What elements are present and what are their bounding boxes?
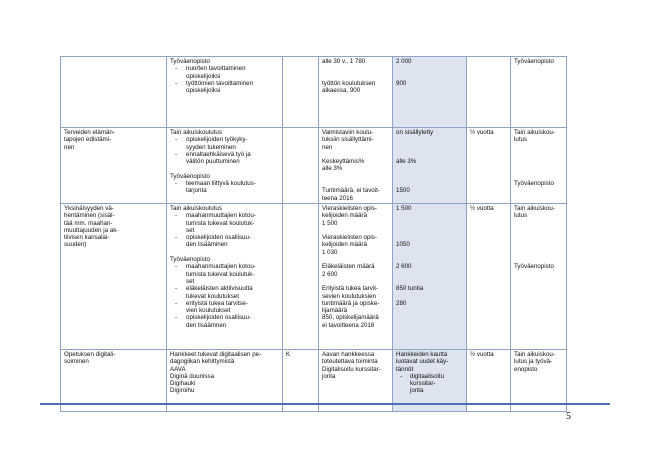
measures-table bbox=[60, 56, 567, 412]
text-line: Diginä duunissa bbox=[170, 372, 215, 380]
bullet-item: den lisäämnen bbox=[186, 321, 227, 329]
text-line: ½ vuotta bbox=[470, 350, 494, 358]
text-line: 850 tuntia bbox=[396, 285, 424, 293]
blank-line bbox=[396, 271, 463, 278]
text-line: Yksinäisyyden vä- bbox=[64, 204, 114, 212]
bullet-item: - työttömien tavoittaminen bbox=[170, 80, 279, 87]
text-line: sevien koulutuksien bbox=[322, 292, 377, 300]
bullet-item: set bbox=[186, 277, 195, 285]
measures-cell bbox=[167, 203, 283, 349]
measures-cell bbox=[167, 57, 283, 128]
blank-line bbox=[396, 256, 463, 263]
k-cell bbox=[283, 203, 319, 349]
text-line: Opetuksen digitali- bbox=[64, 350, 116, 358]
topic-cell bbox=[61, 203, 167, 349]
bullet-item: tarjonta bbox=[186, 187, 207, 195]
bullet-item: vien koulutukset bbox=[186, 307, 231, 315]
text-line: 1500 bbox=[396, 187, 410, 195]
text-line: alkaessa, 900 bbox=[322, 87, 361, 95]
bullet-item: - ennaltaehkäisevä työ ja bbox=[170, 151, 279, 158]
blank-line bbox=[396, 220, 463, 227]
blank-line bbox=[514, 249, 563, 256]
responsible-cell bbox=[511, 203, 567, 349]
text-line: toteutettava toiminta bbox=[322, 358, 378, 366]
table-row bbox=[61, 128, 567, 204]
period-cell bbox=[467, 128, 511, 204]
bullet-item: - teemaan liittyvä koulutus- bbox=[170, 180, 279, 187]
blank-line bbox=[396, 249, 463, 256]
bullet-item: opiskelijoiksi bbox=[186, 87, 221, 95]
text-line: kelijoiden määrä bbox=[322, 241, 368, 249]
text-line: Vieraskielisten opis- bbox=[322, 234, 377, 242]
text-line: Työväenopisto bbox=[170, 256, 210, 264]
text-line: tännöt bbox=[396, 365, 414, 373]
text-line: Keskeyttämis% bbox=[322, 158, 365, 166]
text-line: Työväenopisto bbox=[170, 58, 210, 65]
text-line: lijamäärä bbox=[322, 307, 348, 315]
indicator-cell bbox=[319, 57, 393, 128]
blank-line bbox=[396, 180, 463, 187]
text-line: Hankkeet tukevat digitaalisen pe- bbox=[170, 350, 262, 358]
text-line: Eläkeläisten määrä bbox=[322, 263, 375, 271]
text-line: 280 bbox=[396, 299, 407, 307]
responsible-cell bbox=[511, 57, 567, 128]
text-line: ½ vuotta bbox=[470, 204, 494, 212]
measures-cell bbox=[167, 128, 283, 204]
text-line: lutus bbox=[514, 212, 528, 220]
text-line: ½ vuotta bbox=[470, 129, 494, 136]
responsible-cell bbox=[511, 128, 567, 204]
bullet-item: tumista tukevat koulutuk- bbox=[186, 219, 255, 227]
text-line: AAVA bbox=[170, 365, 186, 373]
text-line: on sisällytetty bbox=[396, 129, 434, 136]
indicator-cell bbox=[319, 128, 393, 204]
text-line: Tuntimäärä, ei tavoit- bbox=[322, 187, 380, 195]
text-line: tapojen edistämi- bbox=[64, 136, 112, 144]
blank-line bbox=[322, 180, 389, 187]
period-cell bbox=[467, 57, 511, 128]
bullet-item: - digitaalisoitu bbox=[396, 373, 463, 380]
bullet-item: tukevat koulutukset bbox=[186, 292, 239, 300]
bullet-item: jonta bbox=[410, 387, 424, 395]
blank-line bbox=[514, 144, 563, 151]
text-line: 1050 bbox=[396, 241, 410, 249]
bullet-item: - nuorten tavoittaminen bbox=[170, 65, 279, 72]
bullet-item: tumista tukevat koulutuk- bbox=[186, 270, 255, 278]
text-line: 850, opiskelijamäärä bbox=[322, 314, 379, 322]
blank-line bbox=[170, 249, 279, 256]
table-row bbox=[61, 203, 567, 349]
bullet-item: set bbox=[186, 226, 195, 234]
text-line: Tain aikuiskou- bbox=[514, 350, 555, 358]
text-line: Erityistä tukea tarvit- bbox=[322, 285, 379, 293]
blank-line bbox=[514, 227, 563, 234]
bullet-item: opiskelijoiksi bbox=[186, 72, 221, 80]
blank-line bbox=[396, 151, 463, 158]
blank-line bbox=[396, 65, 463, 72]
blank-line bbox=[322, 151, 389, 158]
blank-line bbox=[514, 241, 563, 248]
blank-line bbox=[396, 212, 463, 219]
blank-line bbox=[396, 227, 463, 234]
bullet-item: syyden tukeminen bbox=[186, 143, 236, 151]
text-line: alle 3% bbox=[396, 158, 417, 166]
text-line: Työväenopisto bbox=[514, 58, 554, 65]
text-line: Tain aikuiskoulutus bbox=[170, 204, 222, 212]
text-line: Työväenopisto bbox=[514, 180, 554, 188]
bullet-item: - opiskelijoiden työkyky- bbox=[170, 136, 279, 143]
blank-line bbox=[396, 293, 463, 300]
text-line: Aavan hankkeessa bbox=[322, 350, 375, 358]
blank-line bbox=[322, 227, 389, 234]
blank-line bbox=[514, 256, 563, 263]
text-line: 1 500 bbox=[396, 204, 412, 212]
text-line: Työväenopisto bbox=[170, 172, 210, 180]
blank-line bbox=[322, 278, 389, 285]
text-line: Hankkeiden kautta bbox=[396, 350, 448, 358]
topic-cell bbox=[61, 128, 167, 204]
blank-line bbox=[514, 158, 563, 165]
text-line: 1 500 bbox=[322, 219, 338, 227]
text-line: Valmistaviin koulu- bbox=[322, 129, 374, 136]
text-line: 2 600 bbox=[396, 263, 412, 271]
bullet-item: den lisääminen bbox=[186, 241, 228, 249]
text-line: Digiroihu bbox=[170, 387, 195, 395]
text-line: Tain aikuiskou- bbox=[514, 129, 555, 136]
text-line: kelijoiden määrä bbox=[322, 212, 368, 220]
text-line: Digihauki bbox=[170, 380, 196, 388]
text-line: Työväenopisto bbox=[514, 263, 554, 271]
bullet-item: - opiskelijoiden osallisuu- bbox=[170, 234, 279, 241]
k-cell bbox=[283, 128, 319, 204]
bullet-item: - maahanmuuttajien kotou- bbox=[170, 212, 279, 219]
text-line: 1 030 bbox=[322, 248, 338, 256]
bullet-item: - eläkeläisten aktiivisuutta bbox=[170, 285, 279, 292]
text-line: tuntimäärä ja opiske- bbox=[322, 299, 380, 307]
text-line: lutus bbox=[514, 136, 528, 144]
text-line: hentäminen (sisäl- bbox=[64, 212, 115, 220]
bullet-item: - erityistä tukea tarvitse- bbox=[170, 300, 279, 307]
text-line: luotavat uudet käy- bbox=[396, 358, 449, 366]
topic-cell bbox=[61, 57, 167, 128]
result-cell bbox=[393, 203, 467, 349]
text-line: Vieraskielisten opis- bbox=[322, 204, 377, 212]
blank-line bbox=[322, 65, 389, 72]
blank-line bbox=[170, 165, 279, 172]
blank-line bbox=[322, 173, 389, 180]
text-line: K bbox=[286, 350, 291, 358]
text-line: Tain aikuiskoulutus bbox=[170, 129, 222, 136]
text-line: alle 3% bbox=[322, 165, 343, 173]
blank-line bbox=[322, 73, 389, 80]
blank-line bbox=[514, 151, 563, 158]
text-line: dagogiikan kehittymistä bbox=[170, 358, 235, 366]
text-line: Digitalisoitu kurssitar- bbox=[322, 365, 381, 373]
text-line: muuttajuuden ja ak- bbox=[64, 226, 119, 234]
period-cell bbox=[467, 203, 511, 349]
text-line: soiminen bbox=[64, 358, 89, 366]
text-line: 2 000 bbox=[396, 58, 412, 65]
result-cell bbox=[393, 128, 467, 204]
blank-line bbox=[396, 234, 463, 241]
text-line: työttön koulutuksen bbox=[322, 79, 376, 87]
text-line: enopisto bbox=[514, 365, 538, 373]
text-line: Terveiden elämän- bbox=[64, 129, 115, 136]
blank-line bbox=[396, 73, 463, 80]
blank-line bbox=[514, 165, 563, 172]
bullet-item: - maahanmuuttajien kotou- bbox=[170, 263, 279, 270]
blank-line bbox=[396, 173, 463, 180]
blank-line bbox=[514, 220, 563, 227]
text-line: jonta bbox=[322, 372, 336, 380]
result-cell bbox=[393, 57, 467, 128]
text-line: nen bbox=[322, 143, 333, 151]
text-line: ei tavoitteena 2016 bbox=[322, 321, 375, 329]
blank-line bbox=[396, 136, 463, 143]
blank-line bbox=[322, 256, 389, 263]
text-line: tiivisen kansalai- bbox=[64, 234, 110, 242]
bullet-item: välitön puuttuminen bbox=[186, 158, 240, 166]
text-line: alle 30 v., 1 780 bbox=[322, 58, 366, 65]
page-number: 5 bbox=[566, 411, 571, 422]
text-line: Tain aikuiskou- bbox=[514, 204, 555, 212]
footer-rule bbox=[40, 403, 610, 405]
text-line: teena 2016 bbox=[322, 194, 353, 202]
bullet-item: - opiskelijoiden osallisuu- bbox=[170, 314, 279, 321]
text-line: suuden) bbox=[64, 241, 87, 249]
blank-line bbox=[514, 234, 563, 241]
k-cell bbox=[283, 57, 319, 128]
blank-line bbox=[514, 173, 563, 180]
blank-line bbox=[396, 165, 463, 172]
text-line: 900 bbox=[396, 79, 407, 87]
text-line: 2 600 bbox=[322, 270, 338, 278]
indicator-cell bbox=[319, 203, 393, 349]
table-row bbox=[61, 57, 567, 128]
text-line: tää mm. maahan- bbox=[64, 219, 113, 227]
text-line: nen bbox=[64, 143, 75, 151]
blank-line bbox=[396, 144, 463, 151]
text-line: lutus ja työvä- bbox=[514, 358, 553, 366]
text-line: tuksiin sisällyttämi- bbox=[322, 136, 374, 144]
bullet-item: kurssitar- bbox=[410, 380, 436, 388]
blank-line bbox=[396, 278, 463, 285]
